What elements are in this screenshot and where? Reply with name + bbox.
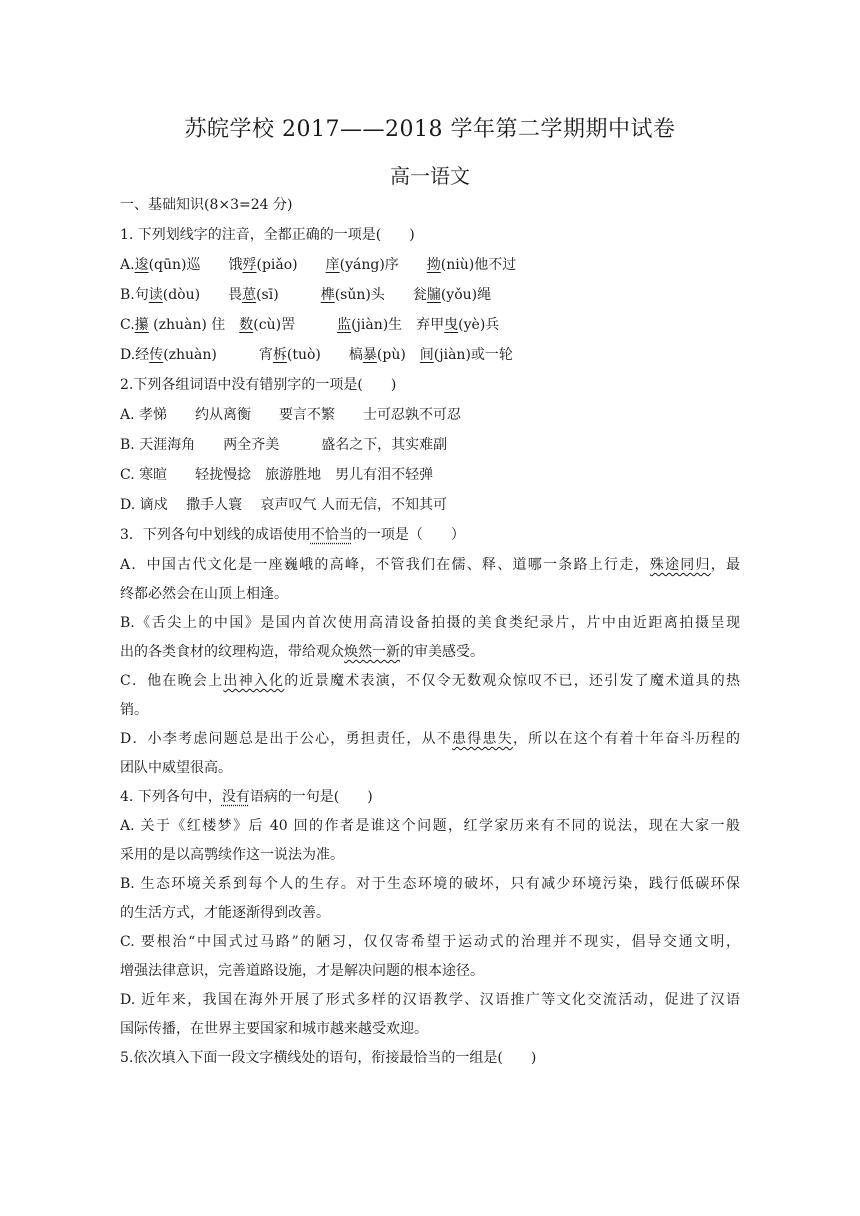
q3-option-b-line1: B.《舌尖上的中国》是国内首次使用高清设备拍摄的美食类纪录片，片中由近距离拍摄呈现 [120, 615, 740, 631]
q4-option-b-line2: 的生活方式，才能逐渐得到改善。 [120, 905, 330, 921]
q3-option-d-line1: D．小李考虑问题总是出于公心，勇担责任，从不患得患失，所以在这个有着十年奋斗历程的 [120, 731, 741, 747]
q3-option-a-line1: A．中国古代文化是一座巍峨的高峰，不管我们在儒、释、道哪一条路上行走，殊途同归，最 [120, 557, 741, 573]
q4-option-c-line1: C. 要根治“中国式过马路”的陋习，仅仅寄希望于运动式的治理并不现实，倡导交通文明， [120, 934, 740, 950]
section-heading: 一、基础知识(8×3=24 分) [120, 197, 293, 213]
q2-option-c: C. 寒暄 轻拢慢捻 旅游胜地 男儿有泪不轻弹 [120, 467, 434, 483]
q3-option-b-line2: 出的各类食材的纹理构造，带给观众焕然一新的审美感受。 [120, 644, 484, 660]
q3-option-d-line2: 团队中威望很高。 [120, 760, 232, 776]
q3-stem: 3．下列各句中划线的成语使用不恰当的一项是（ ） [120, 527, 465, 543]
q4-option-c-line2: 增强法律意识，完善道路设施，才是解决问题的根本途径。 [120, 963, 484, 979]
q1-stem: 1. 下列划线字的注音，全都正确的一项是( ) [120, 227, 415, 243]
q1-option-c: C.攥 (zhuàn) 住 数(cù)罟 监(jiàn)生 弃甲曳(yè)兵 [120, 317, 500, 333]
q4-stem: 4. 下列各句中，没有语病的一句是( ) [120, 789, 373, 805]
q2-stem: 2.下列各组词语中没有错别字的一项是( ) [120, 377, 397, 393]
q4-option-a-line2: 采用的是以高鹗续作这一说法为准。 [120, 847, 344, 863]
q1-option-d: D.经传(zhuàn) 宵柝(tuò) 槁暴(pù) 间(jiàn)或一轮 [120, 347, 513, 363]
q1-option-b: B.句读(dòu) 畏葸(sī) 榫(sǔn)头 瓮牖(yǒu)绳 [120, 287, 492, 303]
q4-option-b-line1: B. 生态环境关系到每个人的生存。对于生态环境的破坏，只有减少环境污染，践行低碳环保 [120, 876, 740, 892]
exam-subject: 高一语文 [390, 164, 470, 188]
exam-title: 苏皖学校 2017——2018 学年第二学期期中试卷 [184, 117, 676, 142]
q3-option-a-line2: 终都必然会在山顶上相逢。 [120, 586, 288, 602]
q1-option-a: A.逡(qūn)巡 饿殍(piǎo) 庠(yáng)序 拗(niù)他不过 [120, 257, 517, 273]
q2-option-b: B. 天涯海角 两全齐美 盛名之下，其实难副 [120, 437, 448, 453]
q3-option-c-line2: 销。 [120, 702, 148, 718]
q3-option-c-line1: C．他在晚会上出神入化的近景魔术表演，不仅令无数观众惊叹不已，还引发了魔术道具的热 [120, 673, 741, 689]
q4-option-d-line2: 国际传播，在世界主要国家和城市越来越受欢迎。 [120, 1021, 428, 1037]
q5-stem: 5.依次填入下面一段文字横线处的语句，衔接最恰当的一组是( ) [120, 1050, 537, 1066]
q4-option-a-line1: A. 关于《红楼梦》后 40 回的作者是谁这个问题，红学家历来有不同的说法，现在大家一般 [120, 818, 740, 834]
q2-option-d: D. 谪戍 撒手人寰 哀声叹气 人而无信，不知其可 [120, 497, 447, 513]
q2-option-a: A. 孝悌 约从离衡 要言不繁 士可忍孰不可忍 [120, 407, 462, 423]
q4-option-d-line1: D. 近年来，我国在海外开展了形式多样的汉语教学、汉语推广等文化交流活动，促进了汉语 [120, 992, 740, 1008]
